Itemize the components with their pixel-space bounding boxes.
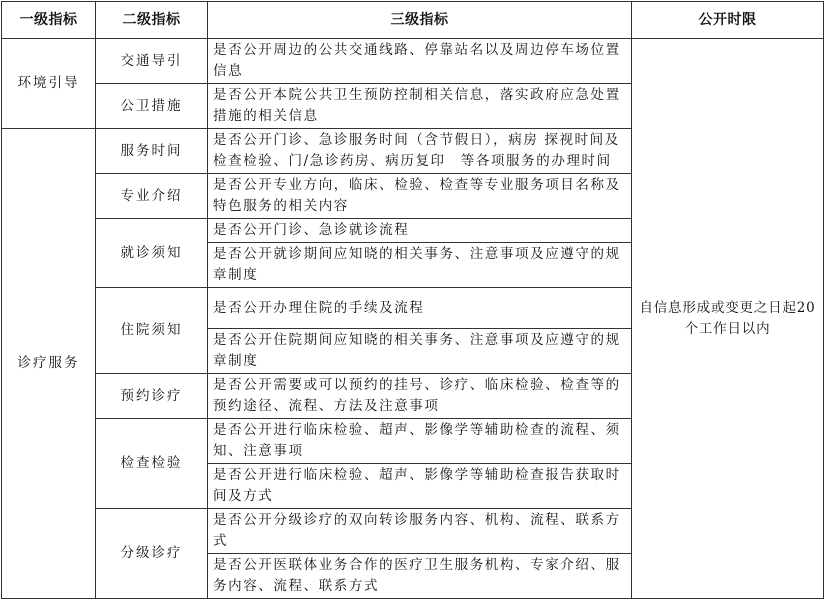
- table-row: [2, 39, 824, 84]
- level3-cell: 是否公开分级诊疗的双向转诊服务内容、机构、流程、联系方式: [208, 509, 632, 554]
- level1-cell: 环境引导: [2, 39, 96, 129]
- level2-cell: 检查检验: [96, 419, 208, 509]
- level3-cell: 是否公开需要或可以预约的挂号、诊疗、临床检验、检查等的预约途径、流程、方法及注意事项: [208, 374, 632, 419]
- header-time-limit: 公开时限: [632, 2, 824, 39]
- level1-cell: 诊疗服务: [2, 129, 96, 599]
- level2-cell: 服务时间: [96, 129, 208, 174]
- level3-cell: 是否公开住院期间应知晓的相关事务、注意事项及应遵守的规章制度: [208, 329, 632, 374]
- level3-cell: 是否公开专业方向，临床、检验、检查等专业服务项目名称及特色服务的相关内容: [208, 174, 632, 219]
- level3-cell: 是否公开进行临床检验、超声、影像学等辅助检查报告获取时间及方式: [208, 464, 632, 509]
- disclosure-index-table: [1, 1, 824, 599]
- level2-cell: 住院须知: [96, 288, 208, 374]
- level2-cell: 分级诊疗: [96, 509, 208, 599]
- level3-cell: 是否公开本院公共卫生预防控制相关信息，落实政府应急处置措施的相关信息: [208, 84, 632, 129]
- level2-cell: 专业介绍: [96, 174, 208, 219]
- level3-cell: 是否公开周边的公共交通线路、停靠站名以及周边停车场位置信息: [208, 39, 632, 84]
- level2-cell: 交通导引: [96, 39, 208, 84]
- level3-cell: 是否公开门诊、急诊服务时间（含节假日），病房 探视时间及检查检验、门/急诊药房、病历复印 等各项服务的办理时间: [208, 129, 632, 174]
- level3-cell: 是否公开进行临床检验、超声、影像学等辅助检查的流程、须知、注意事项: [208, 419, 632, 464]
- level2-cell: 公卫措施: [96, 84, 208, 129]
- level2-cell: 就诊须知: [96, 219, 208, 288]
- header-level1: 一级指标: [2, 2, 96, 39]
- header-level2: 二级指标: [96, 2, 208, 39]
- header-row: [2, 2, 824, 39]
- level3-cell: 是否公开医联体业务合作的医疗卫生服务机构、专家介绍、服务内容、流程、联系方式: [208, 554, 632, 599]
- level3-cell: 是否公开就诊期间应知晓的相关事务、注意事项及应遵守的规章制度: [208, 243, 632, 288]
- header-level3: 三级指标: [208, 2, 632, 39]
- level3-cell: 是否公开门诊、急诊就诊流程: [208, 219, 632, 243]
- level3-cell: 是否公开办理住院的手续及流程: [208, 288, 632, 329]
- level2-cell: 预约诊疗: [96, 374, 208, 419]
- time-limit-cell: 自信息形成或变更之日起20个工作日以内: [632, 39, 824, 599]
